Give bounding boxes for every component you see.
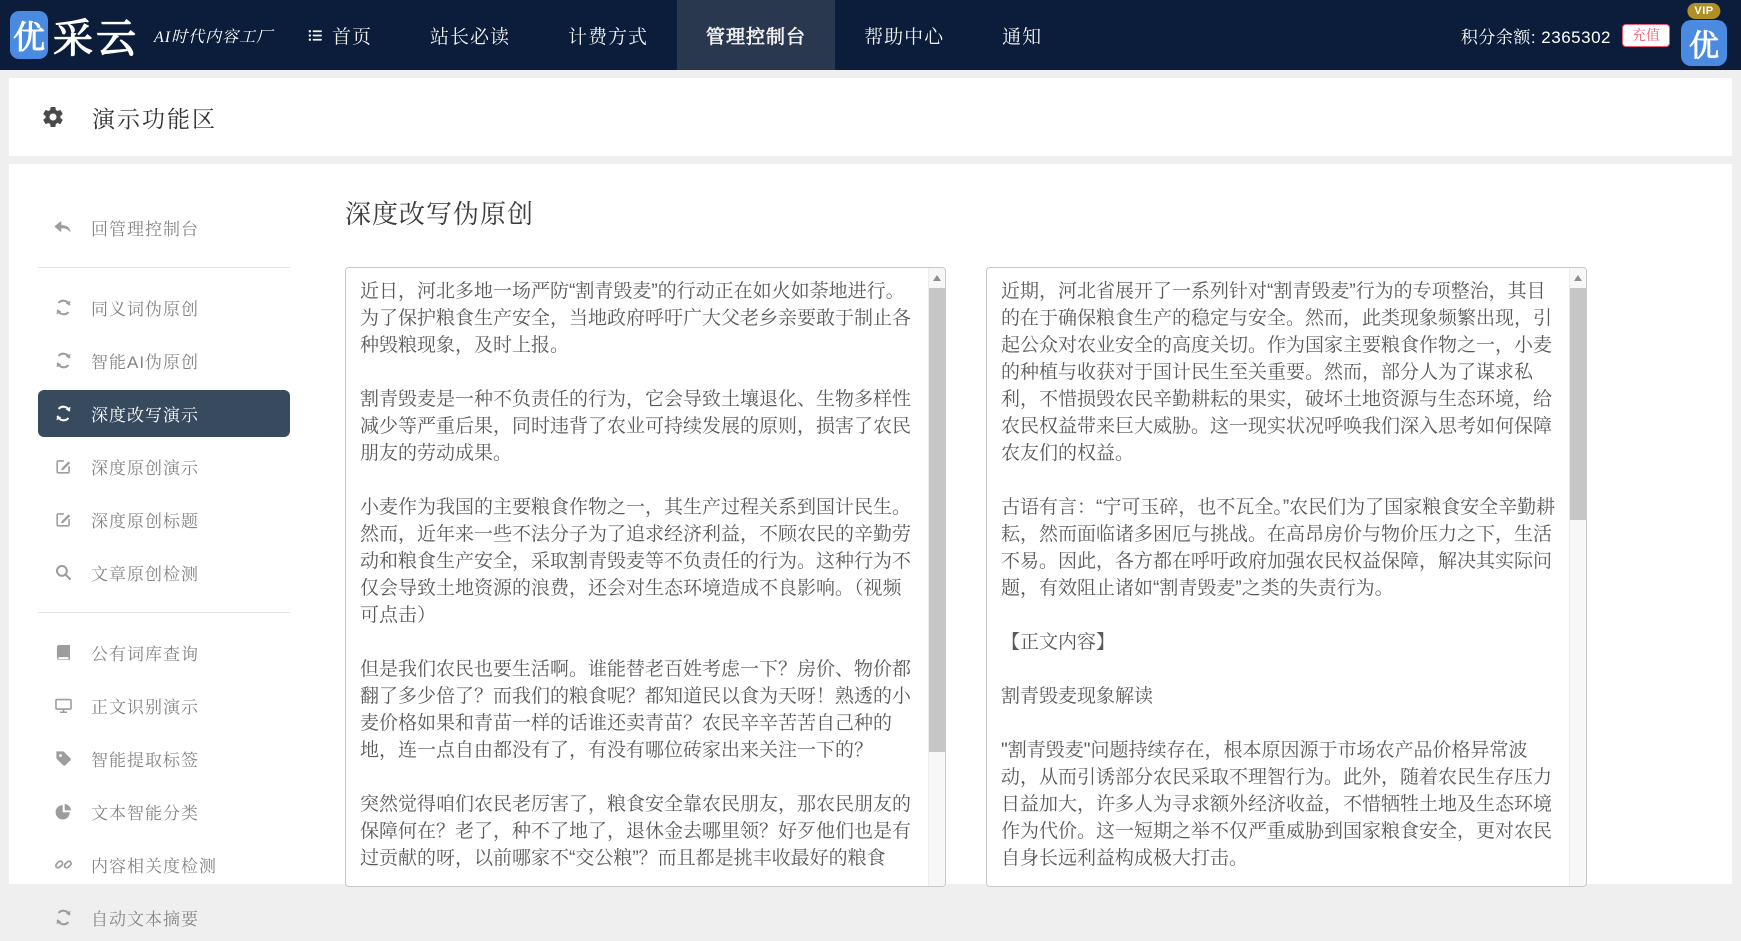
sidebar-item-content-recognition-demo[interactable] <box>38 682 290 729</box>
refresh-icon <box>53 404 73 424</box>
nav-item-label: 首页 <box>332 26 373 48</box>
scroll-up-arrow-icon[interactable] <box>929 268 945 287</box>
edit-icon <box>53 457 73 477</box>
nav-item-notice[interactable] <box>973 0 1071 70</box>
avatar-char: 优 <box>1689 30 1719 63</box>
paragraph: 近期，河北省展开了一系列针对“割青毁麦”行为的专项整治，其目的在于确保粮食生产的稳定与安全。然而，此类现象频繁出现，引起公众对农业安全的高度关切。作为国家主要粮食作物之一，小麦的种植与收获对于国计民生至关重要。然而，部分人为了谋求私利，不惜损毁农民辛勤耕耘的果实，破坏土地资源与生态环境，给农民权益带来巨大威胁。这一现实状况呼唤我们深入思考如何保障农友们的权益。 <box>1001 281 1553 464</box>
recharge-button[interactable]: 充值 <box>1622 24 1670 47</box>
paragraph: 近日，河北多地一场严防“割青毁麦”的行动正在如火如荼地进行。为了保护粮食生产安全，当地政府呼吁广大父老乡亲要敢于制止各种毁粮现象，及时上报。 <box>360 281 912 356</box>
sidebar-item-label: 回管理控制台 <box>91 220 199 239</box>
link-icon <box>53 855 73 875</box>
source-text-panel[interactable] <box>345 267 946 887</box>
paragraph: 但是我们农民也要生活啊。谁能替老百姓考虑一下？房价、物价都翻了多少倍了？而我们的粮食呢？都知道民以食为天呀！熟透的小麦价格如果和青苗一样的话谁还卖青苗？农民辛辛苦苦自己种的地，连一点自由都没有了，有没有哪位砖家出来关注一下的？ <box>360 659 912 761</box>
sidebar-item-synonym-pseudo-original[interactable] <box>38 284 290 331</box>
sidebar-item-text-classification[interactable] <box>38 788 290 835</box>
search-icon <box>53 563 73 583</box>
sidebar-item-smart-tag-extract[interactable] <box>38 735 290 782</box>
sidebar-item-label: 正文识别演示 <box>91 698 199 717</box>
scrollbar[interactable] <box>1569 268 1586 886</box>
top-navigation-bar <box>0 0 1741 70</box>
gear-icon <box>41 105 65 129</box>
paragraph: 割青毁麦是一种不负责任的行为，它会导致土壤退化、生物多样性减少等严重后果，同时违背了农业可持续发展的原则，损害了农民朋友的劳动成果。 <box>360 389 912 464</box>
page-title: 演示功能区 <box>92 105 217 132</box>
nav-item-label: 计费方式 <box>568 26 649 48</box>
sidebar-item-label: 深度改写演示 <box>91 406 199 425</box>
sidebar-item-public-lexicon-query[interactable] <box>38 629 290 676</box>
sidebar-item-auto-summary[interactable] <box>38 894 290 941</box>
sidebar-item-label: 深度原创标题 <box>91 512 199 531</box>
avatar[interactable] <box>1681 20 1727 66</box>
reply-icon <box>53 218 73 238</box>
sidebar-item-deep-rewrite-demo[interactable] <box>38 390 290 437</box>
book-icon <box>53 643 73 663</box>
sidebar-item-label: 智能AI伪原创 <box>91 353 200 372</box>
brand-name: 采云 <box>53 15 139 61</box>
sidebar-divider <box>38 612 290 613</box>
nav-item-help[interactable] <box>835 0 973 70</box>
nav-item-label: 站长必读 <box>430 26 511 48</box>
list-icon <box>307 27 324 44</box>
user-avatar-wrap <box>1681 5 1727 66</box>
paragraph: 【正文内容】 <box>1001 632 1116 653</box>
scrollbar[interactable] <box>928 268 945 886</box>
sidebar-item-label: 文章原创检测 <box>91 565 199 584</box>
brand-tagline: AI时代内容工厂 <box>154 28 274 46</box>
scrollbar-thumb[interactable] <box>1570 288 1586 520</box>
nav-item-label: 通知 <box>1002 26 1043 48</box>
sidebar-item-deep-original-title[interactable] <box>38 496 290 543</box>
monitor-icon <box>53 696 73 716</box>
sidebar-item-label: 智能提取标签 <box>91 751 199 770</box>
paragraph: 突然觉得咱们农民老厉害了，粮食安全靠农民朋友，那农民朋友的保障何在？老了，种不了地了，退休金去哪里领？好歹他们也是有过贡献的呀，以前哪家不“交公粮”？而且都是挑丰收最好的粮食 <box>360 794 912 869</box>
scroll-up-arrow-icon[interactable] <box>1570 268 1586 287</box>
sidebar-item-label: 文本智能分类 <box>91 804 199 823</box>
nav-item-console[interactable] <box>677 0 835 70</box>
paragraph: "割青毁麦"问题持续存在，根本原因源于市场农产品价格异常波动，从而引诱部分农民采取不理智行为。此外，随着农民生存压力日益加大，许多人为寻求额外经济收益，不惜牺牲土地及生态环境作为代价。这一短期之举不仅严重威胁到国家粮食安全，更对农民自身长远利益构成极大打击。 <box>1001 740 1553 869</box>
rewritten-text-panel[interactable] <box>986 267 1587 887</box>
topbar-right <box>1461 0 1741 70</box>
sidebar-item-back-to-console[interactable] <box>38 204 290 251</box>
refresh-icon <box>53 298 73 318</box>
nav-item-home[interactable] <box>278 0 401 70</box>
nav-item-label: 管理控制台 <box>706 26 807 48</box>
sidebar-item-label: 同义词伪原创 <box>91 300 199 319</box>
scrollbar-thumb[interactable] <box>929 288 945 752</box>
logo-square-char: 优 <box>12 19 45 55</box>
sidebar-item-deep-original-demo[interactable] <box>38 443 290 490</box>
sidebar <box>9 164 300 929</box>
sidebar-item-label: 内容相关度检测 <box>91 857 217 876</box>
sidebar-item-content-relevance-check[interactable] <box>38 841 290 888</box>
edit-icon <box>53 510 73 530</box>
panels-row <box>345 267 1732 887</box>
paragraph: 小麦作为我国的主要粮食作物之一，其生产过程关系到国计民生。然而，近年来一些不法分子为了追求经济利益，不顾农民的辛勤劳动和粮食生产安全，采取割青毁麦等不负责任的行为。这种行为不仅会导致土地资源的浪费，还会对生态环境造成不良影响。（视频可点击） <box>360 497 912 626</box>
refresh-icon <box>53 908 73 928</box>
refresh-icon <box>53 351 73 371</box>
sidebar-item-ai-pseudo-original[interactable] <box>38 337 290 384</box>
sidebar-divider <box>38 267 290 268</box>
sidebar-item-article-originality-check[interactable] <box>38 549 290 596</box>
paragraph: 割青毁麦现象解读 <box>1001 686 1154 707</box>
logo[interactable] <box>0 0 278 70</box>
nav-item-billing[interactable] <box>539 0 677 70</box>
nav-item-must-read[interactable] <box>401 0 539 70</box>
paragraph: 古语有言：“宁可玉碎，也不瓦全。”农民们为了国家粮食安全辛勤耕耘，然而面临诸多困厄与挑战。在高昂房价与物价压力之下，生活不易。因此，各方都在呼吁政府加强农民权益保障，解决其实际问题，有效阻止诸如“割青毁麦”之类的失责行为。 <box>1001 497 1556 599</box>
main-nav <box>278 0 1071 70</box>
main-card <box>9 164 1732 929</box>
sidebar-item-label: 公有词库查询 <box>91 645 199 664</box>
tag-icon <box>53 749 73 769</box>
content-area <box>300 164 1732 884</box>
page-header <box>9 78 1732 156</box>
sidebar-item-label: 自动文本摘要 <box>91 910 199 929</box>
points-balance: 积分余额: 2365302 <box>1460 27 1611 47</box>
logo-square-icon <box>10 11 48 59</box>
sidebar-item-label: 深度原创演示 <box>91 459 199 478</box>
vip-badge: VIP <box>1687 3 1720 19</box>
content-title: 深度改写伪原创 <box>345 199 535 229</box>
pie-chart-icon <box>53 802 73 822</box>
nav-item-label: 帮助中心 <box>864 26 945 48</box>
